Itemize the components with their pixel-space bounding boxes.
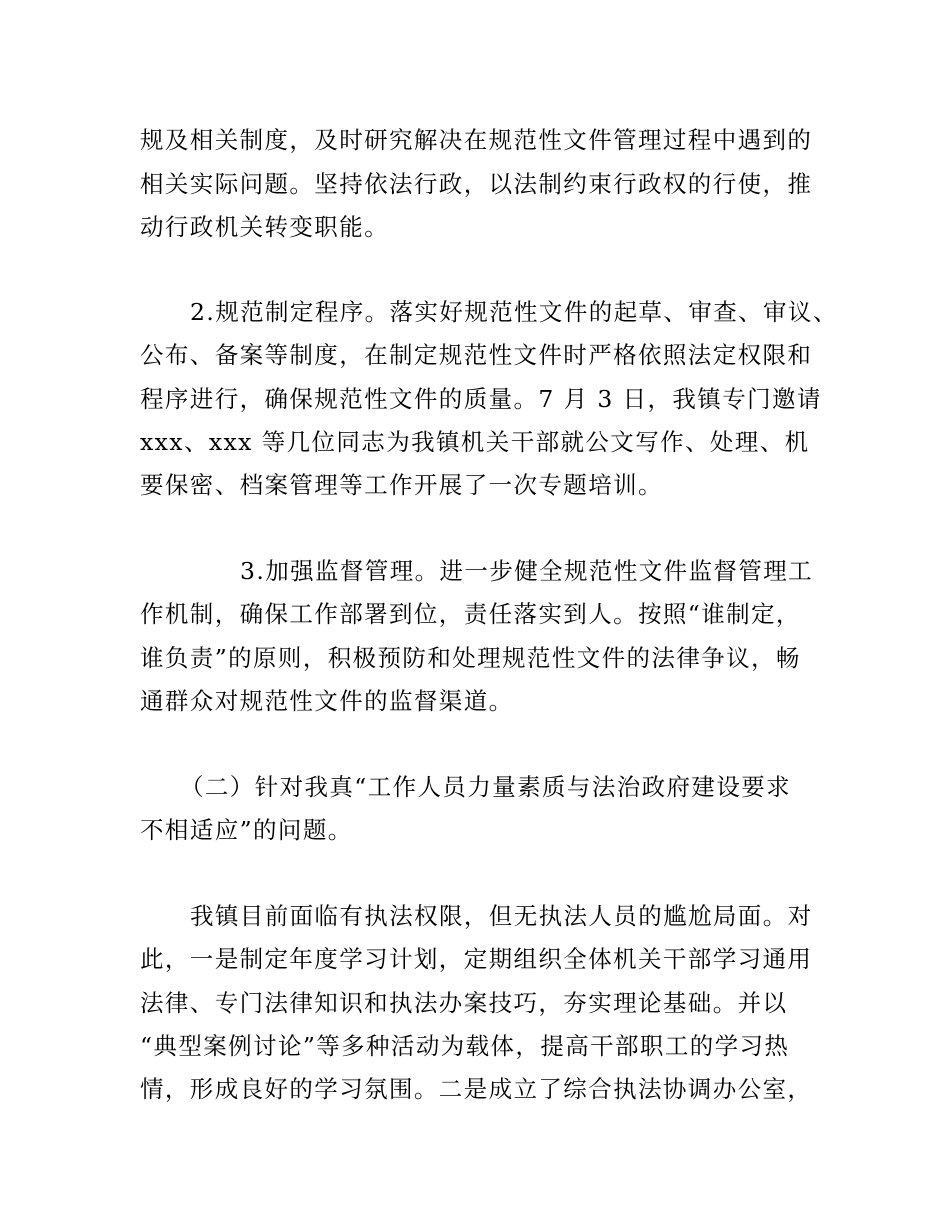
text-line: 要保密、档案管理等工作开展了一次专题培训。 — [140, 471, 663, 499]
text-line: 通群众对规范性文件的监督渠道。 — [140, 687, 514, 715]
text-line: 公布、备案等制度，在制定规范性文件时严格依照法定权限和 — [140, 341, 813, 369]
text-line: 法律、专门法律知识和执法办案技巧，夯实理论基础。并以 — [140, 989, 788, 1017]
text-line: “典型案例讨论”等多种活动为载体，提高干部职工的学习热 — [140, 1032, 790, 1060]
text-line: 谁负责”的原则，积极预防和处理规范性文件的法律争议，畅 — [140, 644, 801, 672]
text-line: 作机制，确保工作部署到位，责任落实到人。按照“谁制定， — [140, 600, 801, 628]
text-line: 我镇目前面临有执法权限，但无执法人员的尴尬局面。对 — [190, 902, 813, 930]
text-line: （二）针对我真“工作人员力量素质与法治政府建设要求 — [180, 773, 792, 801]
text-line: 情，形成良好的学习氛围。二是成立了综合执法协调办公室， — [140, 1075, 813, 1103]
text-line: xxx、xxx 等几位同志为我镇机关干部就公文写作、处理、机 — [140, 428, 810, 456]
text-line: 程序进行，确保规范性文件的质量。7 月 3 日，我镇专门邀请 — [140, 385, 822, 413]
text-line: 2.规范制定程序。落实好规范性文件的起草、审查、审议、 — [190, 298, 838, 326]
text-line: 规及相关制度，及时研究解决在规范性文件管理过程中遇到的 — [140, 126, 813, 154]
text-line: 此，一是制定年度学习计划，定期组织全体机关干部学习通用 — [140, 945, 813, 973]
text-line: 动行政机关转变职能。 — [140, 213, 389, 241]
text-line: 不相适应”的问题。 — [140, 816, 353, 844]
text-line: 3.加强监督管理。进一步健全规范性文件监督管理工 — [240, 557, 814, 585]
text-line: 相关实际问题。坚持依法行政，以法制约束行政权的行使，推 — [140, 170, 813, 198]
